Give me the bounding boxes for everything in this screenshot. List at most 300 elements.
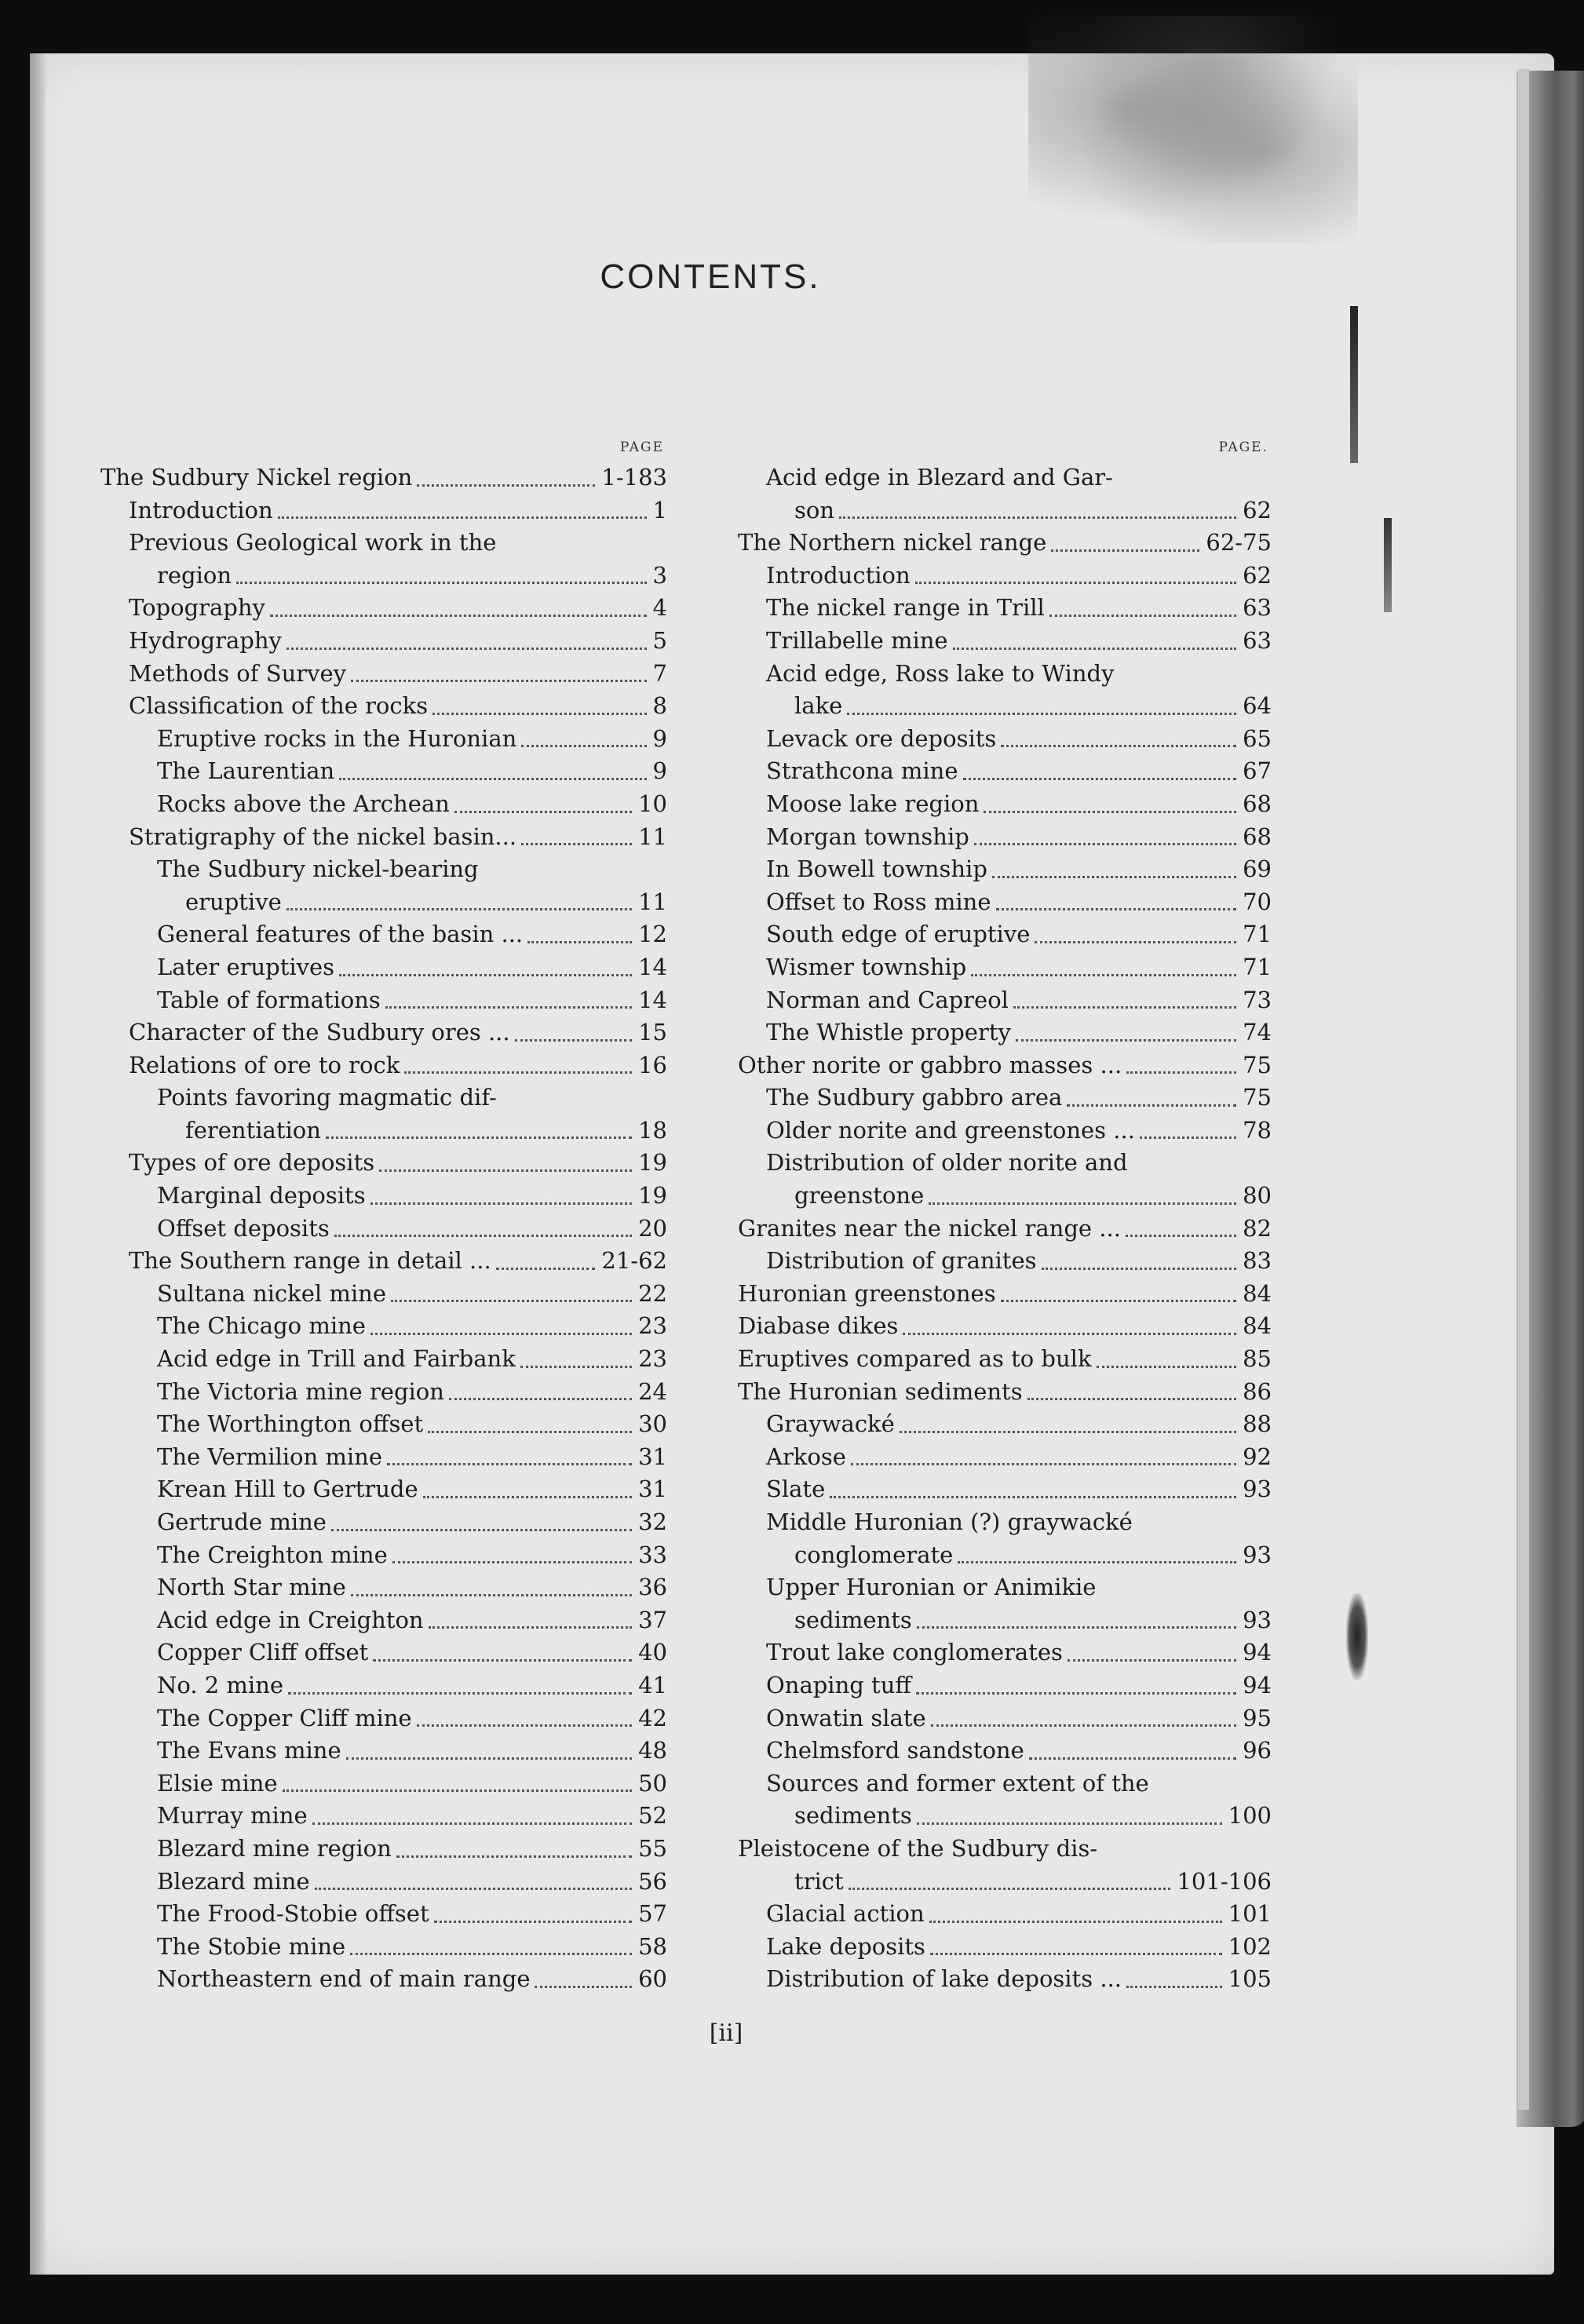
toc-entry[interactable]	[738, 1016, 1272, 1049]
toc-entry-title: Older norite and greenstones ...	[766, 1115, 1140, 1147]
toc-entry[interactable]	[738, 1147, 1272, 1212]
dot-leader	[515, 1039, 632, 1042]
dot-leader	[1016, 1039, 1236, 1042]
toc-entry-title: Acid edge in Creighton	[157, 1604, 429, 1637]
toc-entry[interactable]	[100, 1898, 667, 1931]
toc-entry[interactable]	[738, 1735, 1272, 1768]
toc-entry-title: The Huronian sediments	[738, 1376, 1027, 1409]
toc-page-number: 57	[632, 1898, 667, 1931]
toc-page-number: 80	[1236, 1180, 1272, 1213]
dot-leader	[1068, 1659, 1236, 1662]
dot-leader	[1126, 1071, 1236, 1074]
dot-leader	[496, 1268, 596, 1270]
toc-entry-title: Chelmsford sandstone	[766, 1735, 1029, 1768]
toc-entry[interactable]	[100, 1768, 667, 1800]
toc-page-number: 23	[632, 1310, 667, 1343]
toc-entry-title: North Star mine	[157, 1571, 351, 1604]
toc-entry[interactable]	[738, 821, 1272, 854]
toc-page-number: 23	[632, 1343, 667, 1376]
toc-entry[interactable]	[738, 723, 1272, 756]
toc-entry[interactable]	[100, 788, 667, 821]
toc-entry[interactable]	[738, 918, 1272, 951]
toc-entry-title: Onaping tuff	[766, 1669, 916, 1702]
dot-leader	[236, 582, 647, 584]
toc-entry-title: Relations of ore to rock	[129, 1049, 404, 1082]
page-column-header: PAGE	[619, 440, 664, 455]
toc-entry[interactable]	[738, 1310, 1272, 1343]
dot-leader	[339, 974, 632, 976]
toc-entry-title: Offset to Ross mine	[766, 886, 996, 919]
toc-page-number: 70	[1236, 886, 1272, 919]
toc-page-number: 19	[632, 1180, 667, 1213]
dot-leader	[432, 713, 646, 715]
toc-page-number: 95	[1236, 1702, 1272, 1735]
dot-leader	[385, 1006, 632, 1009]
dot-leader	[958, 1561, 1236, 1563]
toc-entry-title: Blezard mine region	[157, 1833, 396, 1866]
dot-leader	[417, 484, 595, 487]
toc-entry-title: The nickel range in Trill	[766, 592, 1049, 625]
dot-leader	[900, 1431, 1236, 1433]
toc-entry[interactable]	[100, 1539, 667, 1572]
toc-entry-title: Trout lake conglomerates	[766, 1636, 1068, 1669]
toc-entry[interactable]	[100, 1636, 667, 1669]
dot-leader	[315, 1888, 633, 1890]
toc-entry[interactable]	[100, 1408, 667, 1441]
toc-entry[interactable]	[100, 690, 667, 723]
toc-entry-title: Granites near the nickel range ...	[738, 1213, 1126, 1246]
toc-entry-title: Other norite or gabbro masses ...	[738, 1049, 1126, 1082]
toc-entry[interactable]	[100, 723, 667, 756]
toc-entry-title: In Bowell township	[766, 853, 992, 886]
toc-page-number: 21-62	[595, 1245, 667, 1278]
toc-entry-title: Table of formations	[157, 984, 385, 1017]
toc-entry[interactable]	[100, 1735, 667, 1768]
toc-page-number: 9	[647, 723, 667, 756]
toc-page-number: 73	[1236, 984, 1272, 1017]
dot-leader	[278, 516, 647, 519]
toc-page-number: 68	[1236, 788, 1272, 821]
dot-leader	[350, 1953, 632, 1955]
toc-page-number: 58	[632, 1931, 667, 1964]
dot-leader	[851, 1463, 1236, 1465]
toc-entry[interactable]	[738, 560, 1272, 593]
toc-entry-title: Acid edge, Ross lake to Windy	[766, 659, 1115, 687]
dot-leader	[974, 843, 1236, 845]
dot-leader	[916, 1692, 1236, 1695]
dot-leader	[270, 615, 647, 617]
toc-entry[interactable]	[100, 1180, 667, 1213]
dot-leader	[1049, 615, 1236, 617]
toc-column-left	[100, 440, 667, 1996]
spine-edge	[1518, 69, 1529, 2110]
toc-entry[interactable]	[738, 1506, 1272, 1571]
toc-page-number: 5	[647, 625, 667, 658]
toc-entry-title: General features of the basin ...	[157, 918, 527, 951]
dot-leader	[287, 648, 647, 650]
toc-page-number: 75	[1236, 1049, 1272, 1082]
toc-entry[interactable]	[100, 951, 667, 984]
toc-entry-continuation: sediments	[794, 1800, 917, 1833]
toc-entry[interactable]	[738, 1702, 1272, 1735]
toc-entry-title: Northeastern end of main range	[157, 1963, 535, 1996]
toc-page-number: 62	[1236, 494, 1272, 527]
toc-page-number: 1	[647, 494, 667, 527]
toc-entry[interactable]	[738, 853, 1272, 886]
toc-page-number: 101	[1222, 1898, 1272, 1931]
dot-leader	[454, 811, 632, 813]
toc-page-number: 62	[1236, 560, 1272, 593]
dot-leader	[1013, 1006, 1236, 1009]
toc-entry-title: Acid edge in Trill and Fairbank	[157, 1343, 520, 1376]
toc-entry[interactable]	[738, 1245, 1272, 1278]
toc-entry-title: Previous Geological work in the	[129, 529, 497, 556]
toc-page-number: 11	[632, 886, 667, 919]
dot-leader	[1035, 941, 1236, 943]
toc-page-number: 12	[632, 918, 667, 951]
toc-entry[interactable]	[100, 1702, 667, 1735]
toc-entry[interactable]	[738, 1213, 1272, 1246]
toc-page-number: 42	[632, 1702, 667, 1735]
dot-leader	[847, 713, 1236, 715]
toc-entry[interactable]	[738, 1408, 1272, 1441]
toc-entry[interactable]	[738, 1768, 1272, 1833]
dot-leader	[1051, 549, 1199, 552]
toc-entry-title: The Sudbury gabbro area	[766, 1082, 1067, 1115]
dot-leader	[396, 1855, 632, 1858]
toc-entry[interactable]	[100, 1049, 667, 1082]
toc-page-number: 16	[632, 1049, 667, 1082]
toc-page-number: 8	[647, 690, 667, 723]
toc-entry[interactable]	[738, 625, 1272, 658]
toc-entry[interactable]	[738, 1571, 1272, 1636]
toc-entry-title: The Stobie mine	[157, 1931, 350, 1964]
toc-entry-title: The Whistle property	[766, 1016, 1016, 1049]
toc-entry-title: The Southern range in detail ...	[129, 1245, 496, 1278]
toc-entry-title: The Sudbury Nickel region	[100, 462, 417, 494]
dot-leader	[903, 1333, 1236, 1335]
toc-entry[interactable]	[738, 1278, 1272, 1311]
toc-entry[interactable]	[738, 1636, 1272, 1669]
toc-entry-title: Types of ore deposits	[129, 1147, 379, 1180]
dot-leader	[404, 1071, 632, 1074]
toc-entry-continuation: greenstone	[794, 1180, 929, 1213]
toc-entry[interactable]	[100, 853, 667, 918]
toc-entry-title: Elsie mine	[157, 1768, 283, 1800]
toc-entry-title: Upper Huronian or Animikie	[766, 1574, 1097, 1601]
dot-leader	[1029, 1757, 1236, 1760]
dot-leader	[288, 1692, 632, 1695]
dot-leader	[331, 1529, 632, 1531]
toc-entry-title: Lake deposits	[766, 1931, 930, 1964]
toc-entry[interactable]	[100, 1866, 667, 1899]
toc-entry-title: Topography	[129, 592, 270, 625]
dot-leader	[521, 843, 632, 845]
toc-entry[interactable]	[100, 592, 667, 625]
toc-entry[interactable]	[100, 1473, 667, 1506]
toc-entry[interactable]	[738, 1049, 1272, 1082]
toc-entry-title: Hydrography	[129, 625, 287, 658]
toc-entry-title: The Sudbury nickel-bearing	[157, 856, 479, 883]
toc-entry[interactable]	[738, 755, 1272, 788]
toc-entry-title: The Copper Cliff mine	[157, 1702, 417, 1735]
dot-leader	[917, 1822, 1222, 1825]
toc-page-number: 24	[632, 1376, 667, 1409]
margin-mark	[1346, 1593, 1368, 1680]
toc-entry[interactable]	[100, 918, 667, 951]
toc-page-number: 69	[1236, 853, 1272, 886]
toc-entry-title: Copper Cliff offset	[157, 1636, 373, 1669]
toc-page-number: 63	[1236, 592, 1272, 625]
toc-page-number: 14	[632, 984, 667, 1017]
toc-entry-title: Gertrude mine	[157, 1506, 331, 1539]
toc-entry[interactable]	[738, 1376, 1272, 1409]
dot-leader	[1097, 1366, 1237, 1368]
dot-leader	[334, 1235, 632, 1237]
toc-page-number: 52	[632, 1800, 667, 1833]
dot-leader	[1001, 1300, 1237, 1302]
dot-leader	[527, 941, 632, 943]
toc-page-number: 84	[1236, 1310, 1272, 1343]
toc-page-number: 20	[632, 1213, 667, 1246]
toc-page-number: 7	[647, 658, 667, 691]
toc-entry-title: Huronian greenstones	[738, 1278, 1001, 1311]
dot-leader	[839, 516, 1236, 519]
toc-entry-title: Distribution of granites	[766, 1245, 1042, 1278]
dot-leader	[963, 778, 1237, 780]
dot-leader	[392, 1561, 632, 1563]
toc-entry-title: Methods of Survey	[129, 658, 351, 691]
toc-entry-title: The Creighton mine	[157, 1539, 392, 1572]
toc-page-number: 14	[632, 951, 667, 984]
toc-page-number: 11	[632, 821, 667, 854]
toc-entry[interactable]	[738, 984, 1272, 1017]
toc-entry[interactable]	[738, 1669, 1272, 1702]
toc-page-number: 93	[1236, 1604, 1272, 1637]
toc-entry-title: Later eruptives	[157, 951, 339, 984]
toc-page-number: 71	[1236, 951, 1272, 984]
toc-entry-title: Sources and former extent of the	[766, 1769, 1149, 1797]
toc-entry-title: The Victoria mine region	[157, 1376, 449, 1409]
toc-page-number: 10	[632, 788, 667, 821]
dot-leader	[1067, 1104, 1236, 1107]
toc-entry[interactable]	[738, 592, 1272, 625]
toc-page-number: 75	[1236, 1082, 1272, 1115]
toc-page-number: 105	[1222, 1963, 1272, 1996]
toc-entry-title: Introduction	[129, 494, 278, 527]
toc-entry[interactable]	[100, 1833, 667, 1866]
toc-entry-title: Glacial action	[766, 1898, 929, 1931]
dot-leader	[971, 974, 1236, 976]
toc-page-number: 60	[632, 1963, 667, 1996]
toc-entry[interactable]	[738, 658, 1272, 723]
toc-entry[interactable]	[738, 1115, 1272, 1147]
toc-page-number: 30	[632, 1408, 667, 1441]
toc-page-number: 31	[632, 1441, 667, 1474]
toc-entry[interactable]	[100, 1213, 667, 1246]
toc-entry[interactable]	[100, 984, 667, 1017]
toc-column-right	[738, 440, 1272, 1996]
toc-entry[interactable]	[100, 1963, 667, 1996]
toc-entry[interactable]	[100, 755, 667, 788]
dot-leader	[373, 1659, 632, 1662]
toc-entry[interactable]	[100, 1506, 667, 1539]
dot-leader	[449, 1398, 632, 1400]
toc-entry[interactable]	[738, 1441, 1272, 1474]
dot-leader	[287, 908, 632, 910]
dot-leader	[1126, 1235, 1236, 1237]
toc-entry[interactable]	[100, 1931, 667, 1964]
toc-entry[interactable]	[738, 1833, 1272, 1898]
toc-entry-title: South edge of eruptive	[766, 918, 1035, 951]
dot-leader	[1140, 1136, 1236, 1139]
dot-leader	[1126, 1986, 1222, 1988]
toc-page-number: 36	[632, 1571, 667, 1604]
toc-entry[interactable]	[100, 1376, 667, 1409]
toc-entry-title: Classification of the rocks	[129, 690, 432, 723]
dot-leader	[996, 908, 1237, 910]
toc-page-number: 41	[632, 1669, 667, 1702]
toc-entry[interactable]	[100, 1082, 667, 1147]
toc-page-number: 100	[1222, 1800, 1272, 1833]
dot-leader	[428, 1431, 632, 1433]
toc-page-number: 3	[647, 560, 667, 593]
toc-entry-title: The Frood-Stobie offset	[157, 1898, 434, 1931]
toc-entry-title: Middle Huronian (?) graywacké	[766, 1509, 1133, 1535]
toc-entry-title: Arkose	[766, 1441, 851, 1474]
toc-page-number: 94	[1236, 1669, 1272, 1702]
toc-entry[interactable]	[100, 821, 667, 854]
toc-entry[interactable]	[738, 1082, 1272, 1115]
toc-entry-continuation: region	[157, 560, 236, 593]
toc-entry-title: Stratigraphy of the nickel basin...	[129, 821, 521, 854]
toc-entry-title: The Worthington offset	[157, 1408, 428, 1441]
dot-leader	[387, 1463, 632, 1465]
toc-entry[interactable]	[738, 788, 1272, 821]
toc-page-number: 94	[1236, 1636, 1272, 1669]
toc-entry[interactable]	[100, 1016, 667, 1049]
toc-entry[interactable]	[100, 1278, 667, 1311]
margin-mark	[1384, 518, 1392, 612]
dot-leader	[370, 1202, 633, 1205]
toc-page-number: 63	[1236, 625, 1272, 658]
toc-entry-continuation: sediments	[794, 1604, 917, 1637]
toc-page-number: 85	[1236, 1343, 1272, 1376]
toc-entry-title: No. 2 mine	[157, 1669, 288, 1702]
toc-entry-title: Character of the Sudbury ores ...	[129, 1016, 515, 1049]
toc-entry-title: Strathcona mine	[766, 755, 963, 788]
toc-page-number: 33	[632, 1539, 667, 1572]
toc-page-number: 96	[1236, 1735, 1272, 1768]
toc-entry[interactable]	[738, 462, 1272, 527]
toc-entry[interactable]	[100, 1441, 667, 1474]
toc-entry-continuation: eruptive	[185, 886, 287, 919]
toc-page-number: 50	[632, 1768, 667, 1800]
toc-page-number: 19	[632, 1147, 667, 1180]
toc-page-number: 64	[1236, 690, 1272, 723]
dot-leader	[520, 1366, 632, 1368]
dot-leader	[917, 1626, 1236, 1629]
toc-entry[interactable]	[100, 1571, 667, 1604]
toc-entry-title: Points favoring magmatic dif-	[157, 1084, 497, 1111]
toc-entry[interactable]	[100, 1669, 667, 1702]
toc-page-number: 40	[632, 1636, 667, 1669]
toc-entry-continuation: lake	[794, 690, 847, 723]
dot-leader	[1027, 1398, 1237, 1400]
toc-entry-continuation: conglomerate	[794, 1539, 958, 1572]
dot-leader	[849, 1888, 1171, 1890]
dot-leader	[1042, 1268, 1237, 1270]
toc-page-number: 9	[647, 755, 667, 788]
toc-entry-title: Pleistocene of the Sudbury dis-	[738, 1834, 1098, 1862]
toc-page-number: 37	[632, 1604, 667, 1637]
toc-entry[interactable]	[738, 1963, 1272, 1996]
toc-page-number: 62-75	[1199, 527, 1272, 560]
dot-leader	[434, 1921, 632, 1923]
toc-entry[interactable]	[738, 886, 1272, 919]
toc-page-number: 101-106	[1170, 1866, 1272, 1899]
toc-page-number: 18	[632, 1115, 667, 1147]
toc-entry-title: Levack ore deposits	[766, 723, 1001, 756]
toc-entry-continuation: trict	[794, 1866, 849, 1899]
toc-page-number: 88	[1236, 1408, 1272, 1441]
dot-leader	[984, 811, 1236, 813]
dot-leader	[283, 1790, 632, 1792]
page-number: [ii]	[709, 2019, 743, 2047]
toc-page-number: 71	[1236, 918, 1272, 951]
toc-entry[interactable]	[100, 494, 667, 527]
toc-entry-continuation: ferentiation	[185, 1115, 326, 1147]
toc-entry[interactable]	[100, 1147, 667, 1180]
toc-entry[interactable]	[100, 625, 667, 658]
toc-entry[interactable]	[738, 527, 1272, 560]
dot-leader	[929, 1202, 1236, 1205]
toc-entry-title: Murray mine	[157, 1800, 312, 1833]
dot-leader	[417, 1724, 633, 1727]
toc-entry[interactable]	[100, 1800, 667, 1833]
dot-leader	[423, 1496, 632, 1498]
toc-entry[interactable]	[100, 1310, 667, 1343]
toc-entry[interactable]	[100, 462, 667, 494]
toc-page-number: 48	[632, 1735, 667, 1768]
toc-entry[interactable]	[100, 1343, 667, 1376]
toc-entry-title: Offset deposits	[157, 1213, 334, 1246]
toc-entry[interactable]	[738, 1473, 1272, 1506]
toc-page-number: 15	[632, 1016, 667, 1049]
toc-entry[interactable]	[738, 951, 1272, 984]
toc-page-number: 84	[1236, 1278, 1272, 1311]
dot-leader	[370, 1333, 632, 1335]
toc-entry-title: Introduction	[766, 560, 915, 593]
dot-leader	[351, 1594, 632, 1596]
toc-entry[interactable]	[100, 1245, 667, 1278]
toc-page-number: 93	[1236, 1539, 1272, 1572]
toc-entry[interactable]	[738, 1931, 1272, 1964]
toc-entry[interactable]	[100, 658, 667, 691]
toc-entry[interactable]	[738, 1898, 1272, 1931]
toc-entry-title: Eruptives compared as to bulk	[738, 1343, 1097, 1376]
toc-entry-title: Distribution of older norite and	[766, 1149, 1128, 1177]
toc-entry-title: Trillabelle mine	[766, 625, 953, 658]
toc-page-number: 32	[632, 1506, 667, 1539]
toc-entry[interactable]	[100, 1604, 667, 1637]
dot-leader	[929, 1921, 1222, 1923]
dot-leader	[830, 1496, 1236, 1498]
toc-page-number: 83	[1236, 1245, 1272, 1278]
toc-entry-title: Marginal deposits	[157, 1180, 370, 1213]
toc-entry[interactable]	[100, 527, 667, 592]
toc-entry[interactable]	[738, 1343, 1272, 1376]
